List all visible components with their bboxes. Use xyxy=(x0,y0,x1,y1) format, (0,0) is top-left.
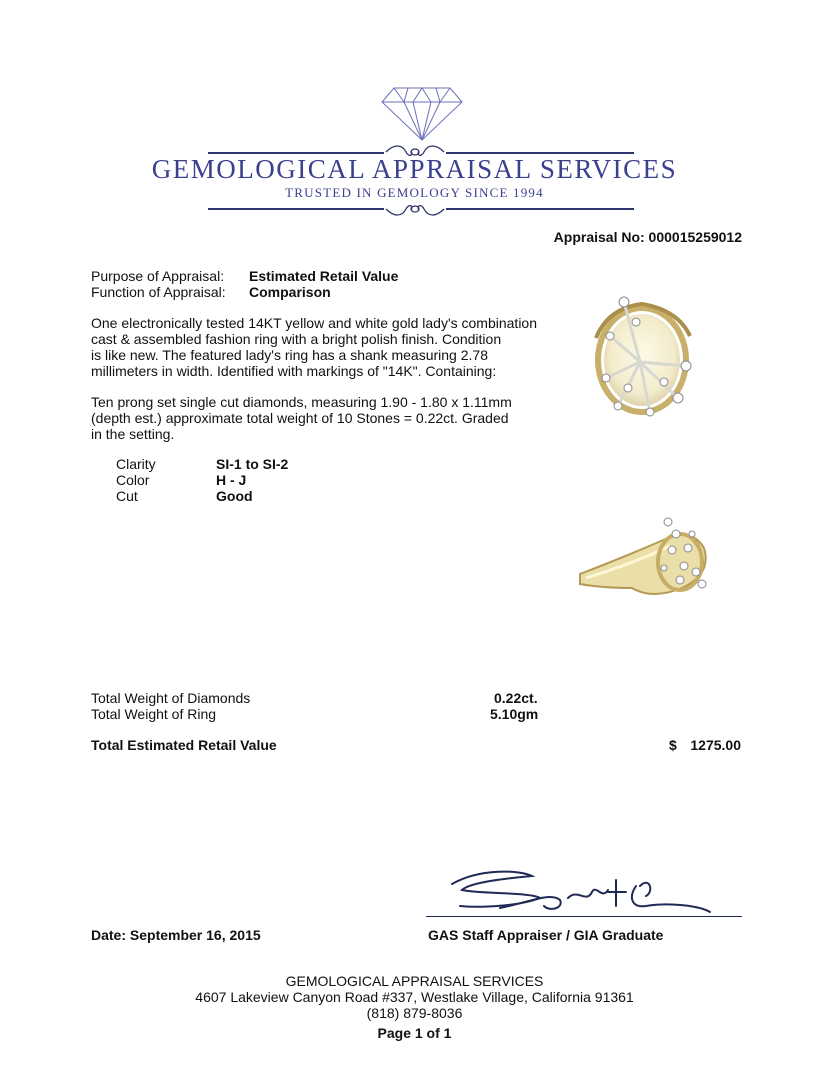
grading-label: Color xyxy=(116,472,150,488)
description-line: is like new. The featured lady's ring has a shank measuring 2.78 xyxy=(91,347,488,363)
function-value: Comparison xyxy=(249,284,331,300)
grading-row-clarity xyxy=(116,456,356,472)
footer-address: 4607 Lakeview Canyon Road #337, Westlake Village, California 91361 xyxy=(195,989,634,1005)
ring-weight-value: 5.10gm xyxy=(490,706,539,722)
grading-value: H - J xyxy=(216,472,247,488)
item-description xyxy=(91,315,551,379)
description-line: One electronically tested 14KT yellow and white gold lady's combination xyxy=(91,315,537,331)
grading-label: Clarity xyxy=(116,456,156,472)
purpose-value: Estimated Retail Value xyxy=(249,268,399,284)
stone-description-line: in the setting. xyxy=(91,426,175,442)
retail-value: 1275.00 xyxy=(690,737,741,753)
header-rule-bottom-left xyxy=(208,208,384,210)
diamond-logo-icon xyxy=(380,86,464,142)
stone-description-line: Ten prong set single cut diamonds, measuring 1.90 - 1.80 x 1.11mm xyxy=(91,394,512,410)
appraisal-date: Date: September 16, 2015 xyxy=(91,927,261,943)
page-number: Page 1 of 1 xyxy=(377,1025,452,1041)
grading-row-cut xyxy=(116,488,356,504)
diamond-weight-label: Total Weight of Diamonds xyxy=(91,690,251,706)
grading-table xyxy=(116,456,356,504)
diamond-weight-value: 0.22ct. xyxy=(494,690,538,706)
scroll-ornament-bottom-icon xyxy=(384,200,446,218)
stone-description xyxy=(91,394,551,442)
grading-value: Good xyxy=(216,488,253,504)
appraiser-signature-icon xyxy=(440,862,720,922)
description-line: millimeters in width. Identified with markings of "14K". Containing: xyxy=(91,363,497,379)
header-rule-bottom-right xyxy=(446,208,634,210)
appraiser-title: GAS Staff Appraiser / GIA Graduate xyxy=(428,927,664,943)
grading-row-color xyxy=(116,472,356,488)
retail-value-label: Total Estimated Retail Value xyxy=(91,737,277,753)
signature-line xyxy=(426,916,742,917)
grading-label: Cut xyxy=(116,488,138,504)
company-tagline: TRUSTED IN GEMOLOGY SINCE 1994 xyxy=(285,185,544,200)
company-name-heading: GEMOLOGICAL APPRAISAL SERVICES xyxy=(151,154,678,184)
ring-front-photo xyxy=(578,288,706,428)
currency-symbol: $ xyxy=(669,737,677,753)
grading-value: SI-1 to SI-2 xyxy=(216,456,289,472)
footer-company: GEMOLOGICAL APPRAISAL SERVICES xyxy=(285,973,544,989)
description-line: cast & assembled fashion ring with a bright polish finish. Condition xyxy=(91,331,502,347)
function-label: Function of Appraisal: xyxy=(91,284,226,300)
footer-phone: (818) 879-8036 xyxy=(366,1005,463,1021)
ring-weight-label: Total Weight of Ring xyxy=(91,706,217,722)
stone-description-line: (depth est.) approximate total weight of 10 Stones = 0.22ct. Graded xyxy=(91,410,509,426)
appraisal-number: Appraisal No: 000015259012 xyxy=(553,229,742,245)
ring-side-photo xyxy=(572,508,722,608)
purpose-label: Purpose of Appraisal: xyxy=(91,268,225,284)
